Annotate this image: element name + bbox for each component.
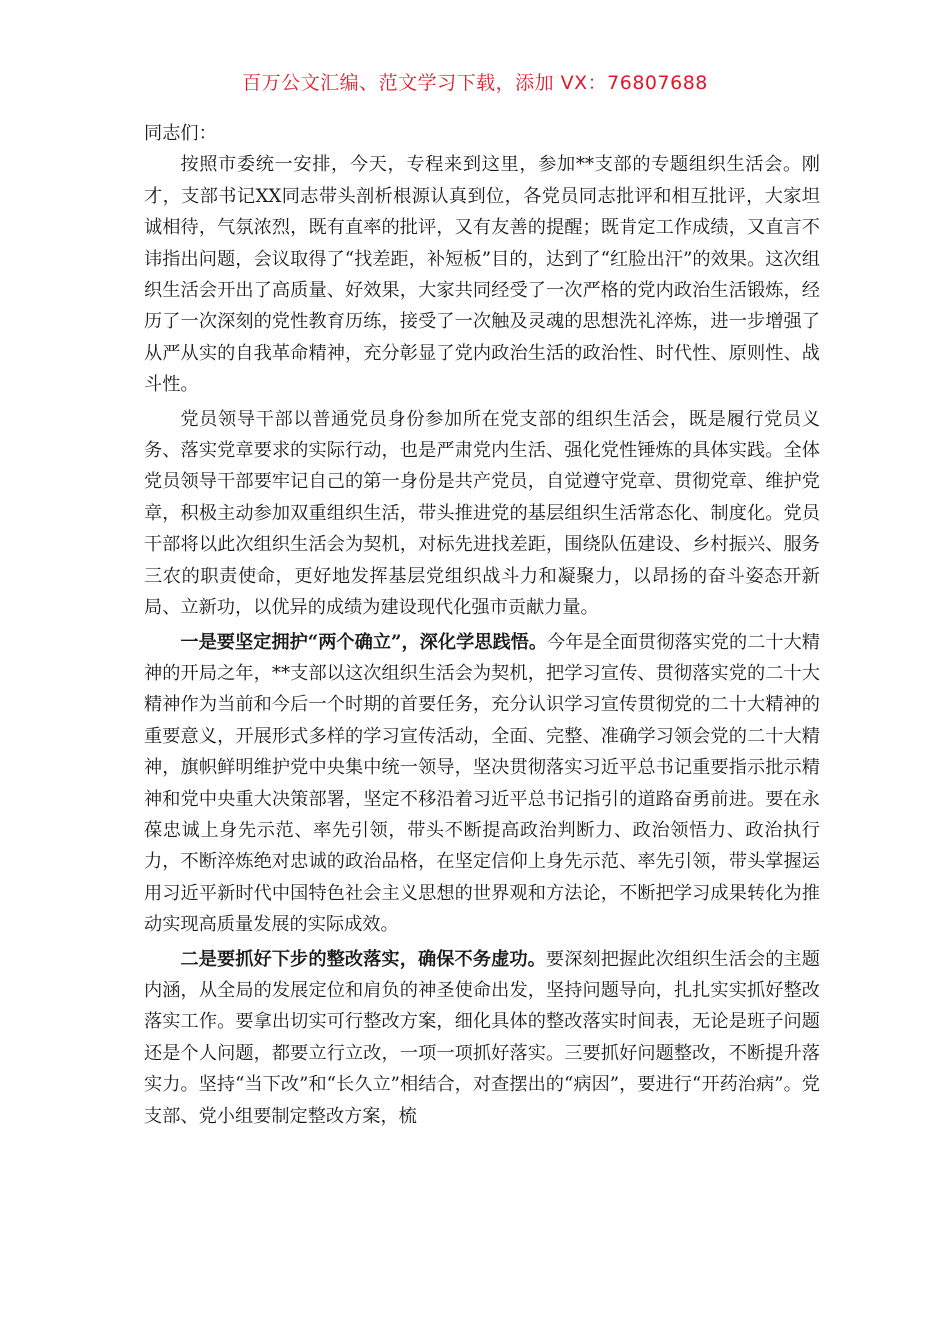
- paragraph-text: 今年是全面贯彻落实党的二十大精神的开局之年，**支部以这次组织生活会为契机，把学习宣传、贯彻落实党的二十大精神作为当前和今后一个时期的首要任务，充分认识学习宣传贯彻党的二十大精神的重要意义，开展形式多样的学习宣传活动，全面、完整、准确学习领会党的二十大精神，旗帜鲜明维护党中央集中统一领导，坚决贯彻落实习近平总书记重要指示批示精神和党中央重大决策部署，坚定不移沿着习近平总书记指引的道路奋勇前进。要在永葆忠诚上身先示范、率先引领，带头不断提高政治判断力、政治领悟力、政治执行力，不断淬炼绝对忠诚的政治品格，在坚定信仰上身先示范、率先引领，带头掌握运用习近平新时代中国特色社会主义思想的世界观和方法论，不断把学习成果转化为推动实现高质量发展的实际成效。: [144, 631, 820, 936]
- paragraph-cadre-duty: [144, 404, 820, 624]
- paragraph-point-one: [144, 627, 820, 941]
- paragraph-lead: 一是要坚定拥护“两个确立”，深化学思践悟。: [180, 631, 548, 653]
- paragraph-point-two: [144, 944, 820, 1132]
- paragraph-text: 要深刻把握此次组织生活会的主题内涵，从全局的发展定位和肩负的神圣使命出发，坚持问题导向，扎扎实实抓好整改落实工作。要拿出切实可行整改方案，细化具体的整改落实时间表，无论是班子问题还是个人问题，都要立行立改，一项一项抓好落实。三要抓好问题整改，不断提升落实力。坚持“当下改”和“长久立”相结合，对查摆出的“病因”，要进行“开药治病”。党支部、党小组要制定整改方案，梳: [144, 948, 820, 1127]
- paragraph-lead: 二是要抓好下步的整改落实，确保不务虚功。: [180, 948, 546, 970]
- paragraph-opening: [144, 149, 820, 400]
- paragraph-text: 党员领导干部以普通党员身份参加所在党支部的组织生活会，既是履行党员义务、落实党章要求的实际行动，也是严肃党内生活、强化党性锤炼的具体实践。全体党员领导干部要牢记自己的第一身份是共产党员，自觉遵守党章、贯彻党章、维护党章，积极主动参加双重组织生活，带头推进党的基层组织生活常态化、制度化。党员干部将以此次组织生活会为契机，对标先进找差距，围绕队伍建设、乡村振兴、服务三农的职责使命，更好地发挥基层党组织战斗力和凝聚力，以昂扬的奋斗姿态开新局、立新功，以优异的成绩为建设现代化强市贡献力量。: [144, 408, 820, 619]
- header-banner: 百万公文汇编、范文学习下载，添加 VX：76807688: [242, 72, 708, 94]
- greeting: 同志们：: [144, 123, 217, 144]
- paragraph-text: 按照市委统一安排，今天，专程来到这里，参加**支部的专题组织生活会。刚才，支部书记XX同志带头剖析根源认真到位，各党员同志批评和相互批评，大家坦诚相待，气氛浓烈，既有直率的批评，又有友善的提醒；既肯定工作成绩，又直言不讳指出问题，会议取得了“找差距，补短板”目的，达到了“红脸出汗”的效果。这次组织生活会开出了高质量、好效果，大家共同经受了一次严格的党内政治生活锻炼，经历了一次深刻的党性教育历练，接受了一次触及灵魂的思想洗礼淬炼，进一步增强了从严从实的自我革命精神，充分彰显了党内政治生活的政治性、时代性、原则性、战斗性。: [144, 154, 820, 396]
- document-body: [144, 118, 820, 1135]
